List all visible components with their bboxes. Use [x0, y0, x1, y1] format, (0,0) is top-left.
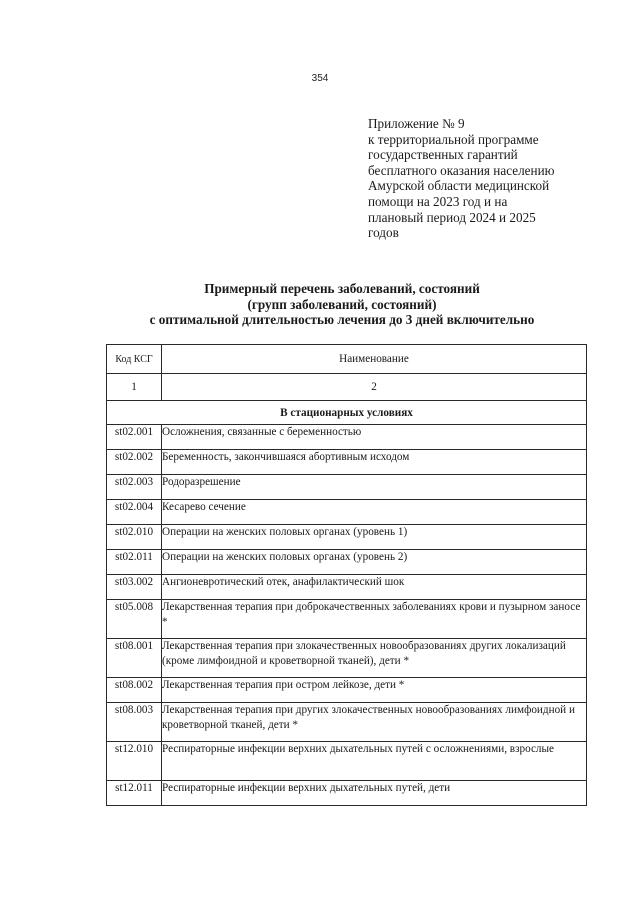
header-name: Наименование	[162, 345, 587, 374]
ksg-name: Респираторные инфекции верхних дыхательных путей, дети	[162, 781, 587, 806]
ksg-code: st12.011	[107, 781, 162, 806]
table-row	[107, 575, 587, 600]
ksg-name: Лекарственная терапия при остром лейкозе, дети *	[162, 678, 587, 703]
table-row	[107, 678, 587, 703]
table-row	[107, 450, 587, 475]
ksg-code: st08.001	[107, 639, 162, 678]
ksg-code: st05.008	[107, 600, 162, 639]
column-number: 2	[162, 374, 587, 401]
appendix-line: плановый период 2024 и 2025	[368, 209, 536, 225]
title-line: с оптимальной длительностью лечения до 3 дней включительно	[149, 312, 535, 327]
appendix-line: государственных гарантий	[368, 147, 518, 163]
ksg-name: Лекарственная терапия при злокачественных новообразованиях других локализаций (кроме лимфоидной и кроветворной тканей), дети *	[162, 639, 587, 678]
appendix-line: бесплатного оказания населению	[368, 162, 555, 178]
title-line: (групп заболеваний, состояний)	[247, 296, 437, 312]
ksg-code: st12.010	[107, 742, 162, 781]
table-row	[107, 600, 587, 639]
table-row	[107, 703, 587, 742]
ksg-name: Операции на женских половых органах (уровень 2)	[162, 550, 587, 575]
header-code: Код КСГ	[107, 345, 162, 374]
ksg-code: st02.011	[107, 550, 162, 575]
appendix-line: Приложение № 9	[368, 116, 465, 131]
ksg-name: Респираторные инфекции верхних дыхательных путей с осложнениями, взрослые	[162, 742, 587, 781]
table-row	[107, 550, 587, 575]
ksg-name: Кесарево сечение	[162, 500, 587, 525]
ksg-code: st08.003	[107, 703, 162, 742]
ksg-name: Осложнения, связанные с беременностью	[162, 425, 587, 450]
appendix-line: помощи на 2023 год и на	[368, 193, 508, 209]
table-row	[107, 742, 587, 781]
ksg-code: st02.001	[107, 425, 162, 450]
ksg-code: st08.002	[107, 678, 162, 703]
ksg-name: Операции на женских половых органах (уровень 1)	[162, 525, 587, 550]
ksg-code: st02.002	[107, 450, 162, 475]
ksg-code: st02.003	[107, 475, 162, 500]
ksg-name: Родоразрешение	[162, 475, 587, 500]
ksg-table	[106, 344, 587, 806]
ksg-code: st03.002	[107, 575, 162, 600]
table-row	[107, 475, 587, 500]
document-title	[0, 281, 640, 328]
ksg-name: Ангионевротический отек, анафилактический шок	[162, 575, 587, 600]
title-line: Примерный перечень заболеваний, состояний	[204, 281, 480, 296]
ksg-name: Беременность, закончившаяся абортивным исходом	[162, 450, 587, 475]
section-title: В стационарных условиях	[107, 401, 587, 425]
page-number: 354	[311, 73, 329, 84]
ksg-name: Лекарственная терапия при других злокачественных новообразованиях лимфоидной и кроветворной тканей, дети *	[162, 703, 587, 742]
appendix-note	[368, 116, 598, 241]
column-number: 1	[107, 374, 162, 401]
table-row	[107, 525, 587, 550]
table-row	[107, 639, 587, 678]
ksg-code: st02.010	[107, 525, 162, 550]
appendix-line: Амурской области медицинской	[368, 178, 550, 194]
table-header-row	[107, 345, 587, 374]
ksg-code: st02.004	[107, 500, 162, 525]
ksg-name: Лекарственная терапия при доброкачественных заболеваниях крови и пузырном заносе *	[162, 600, 587, 639]
table-row	[107, 425, 587, 450]
appendix-line: годов	[368, 225, 399, 241]
table-row	[107, 500, 587, 525]
appendix-line: к территориальной программе	[368, 131, 539, 147]
column-number-row	[107, 374, 587, 401]
table-row	[107, 781, 587, 806]
section-row	[107, 401, 587, 425]
